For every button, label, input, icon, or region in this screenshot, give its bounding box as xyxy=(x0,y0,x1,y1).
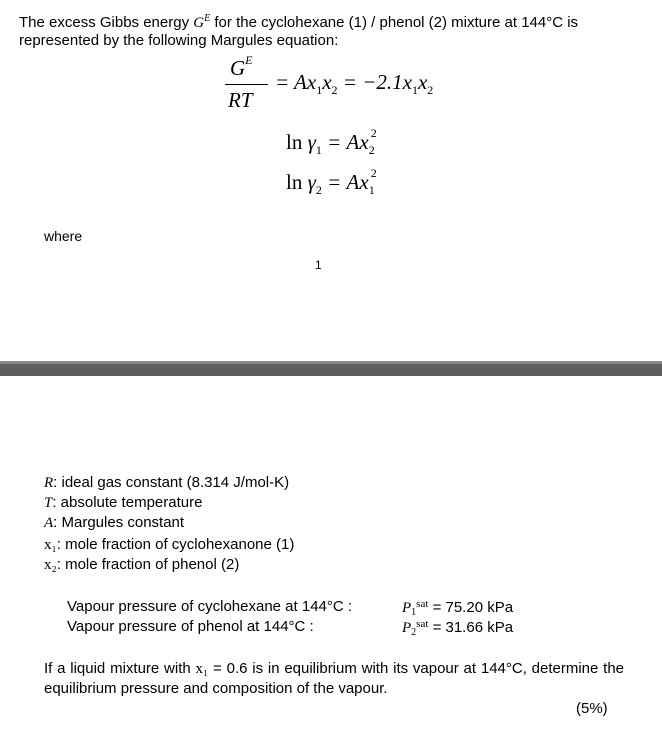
vapour-pressure-1-label: Vapour pressure of cyclohexane at 144°C : xyxy=(67,598,353,615)
intro-before: The excess Gibbs energy xyxy=(19,14,190,31)
vapour-pressure-2-value: $P_2^{sat} = 31.66$ kPa xyxy=(402,618,514,638)
fraction-numerator: $G^E$ xyxy=(230,53,253,80)
definition-t: T: absolute temperature xyxy=(44,494,203,511)
definition-x1: x₁: mole fraction of cyclohexanone (1) xyxy=(44,536,295,553)
margules-equation-rhs: = $Ax_1x_2 = -2.1x_1x_2$ xyxy=(275,70,434,97)
vapour-pressure-2-label: Vapour pressure of phenol at 144°C : xyxy=(67,618,314,635)
definition-a: A: Margules constant xyxy=(44,514,185,531)
question-text: If a liquid mixture with x₁ = 0.6 is in equilibrium with its vapour at 144°C, determine the equilibrium pressure and composition of the vapour. xyxy=(44,660,625,697)
activity-coefficient-1-equation: $\ln \gamma_1 = Ax_2^2$ xyxy=(286,126,377,157)
fraction-line xyxy=(225,84,268,85)
fraction-denominator: RT xyxy=(228,88,253,112)
marks-label: (5%) xyxy=(576,700,608,717)
page-number: 1 xyxy=(315,258,322,272)
page-separator xyxy=(0,361,662,376)
intro-after: for the cyclohexane (1) / phenol (2) mixture at 144°C is represented by the following Margules equation: xyxy=(19,14,579,49)
gibbs-symbol: $G^E$ xyxy=(193,13,211,31)
problem-intro xyxy=(19,10,639,50)
vapour-pressure-1-value: $P_1^{sat} = 75.20$ kPa xyxy=(402,598,514,618)
definition-r: R: ideal gas constant (8.314 J/mol-K) xyxy=(44,474,290,491)
activity-coefficient-2-equation: $\ln \gamma_2 = Ax_1^2$ xyxy=(286,166,377,197)
where-label: where xyxy=(44,228,83,244)
definition-x2: x₂: mole fraction of phenol (2) xyxy=(44,556,240,573)
